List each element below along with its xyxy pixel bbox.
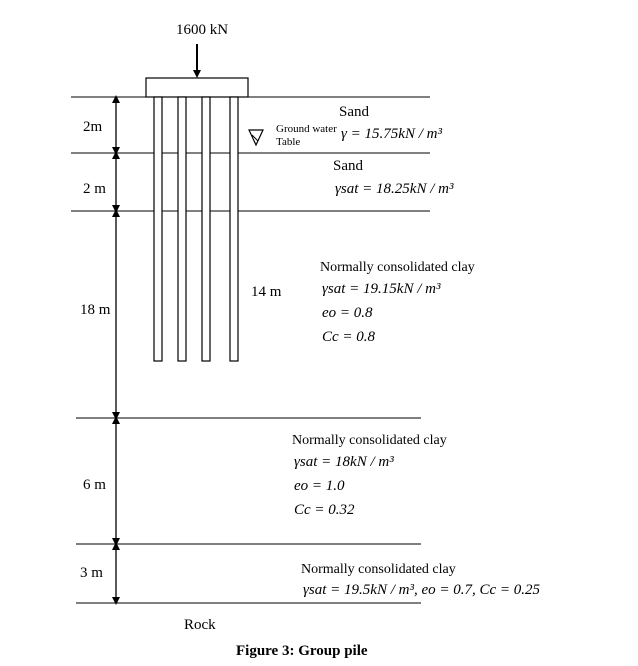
pile-3: [202, 97, 210, 361]
layer4-prop-2: eo = 1.0: [294, 478, 345, 494]
layer1-prop-1: γ = 15.75kN / m³: [341, 126, 442, 142]
base-label: Rock: [184, 617, 216, 633]
pile-2: [178, 97, 186, 361]
load-label: 1600 kN: [176, 22, 229, 38]
layer1-name: Sand: [339, 104, 369, 120]
layer3-name: Normally consolidated clay: [320, 260, 475, 275]
pile-cap: [146, 78, 248, 97]
layer3-prop-3: Cc = 0.8: [322, 329, 376, 345]
pile-1: [154, 97, 162, 361]
layer1-thickness: 2m: [83, 119, 103, 135]
layer5-thickness: 3 m: [80, 565, 103, 581]
pile-group: [154, 97, 238, 361]
layer5-name: Normally consolidated clay: [301, 562, 456, 577]
layer3-prop-2: eo = 0.8: [322, 305, 373, 321]
pile-4: [230, 97, 238, 361]
layer4-prop-3: Cc = 0.32: [294, 502, 355, 518]
water-table-icon: [249, 130, 263, 145]
groundwater-label-line1: Ground water: [276, 123, 337, 135]
layer2-prop-1: γsat = 18.25kN / m³: [335, 181, 454, 197]
layer2-thickness: 2 m: [83, 181, 106, 197]
figure-caption: Figure 3: Group pile: [236, 643, 368, 659]
layer4-prop-1: γsat = 18kN / m³: [294, 454, 394, 470]
layer4-thickness: 6 m: [83, 477, 106, 493]
layer3-prop-1: γsat = 19.15kN / m³: [322, 281, 441, 297]
pile-length-label: 14 m: [251, 284, 282, 300]
layer3-thickness: 18 m: [80, 302, 111, 318]
layer4-name: Normally consolidated clay: [292, 433, 447, 448]
groundwater-label-line2: Table: [276, 136, 301, 148]
layer2-name: Sand: [333, 158, 363, 174]
layer5-prop-1: γsat = 19.5kN / m³, eo = 0.7, Cc = 0.25: [303, 582, 541, 598]
